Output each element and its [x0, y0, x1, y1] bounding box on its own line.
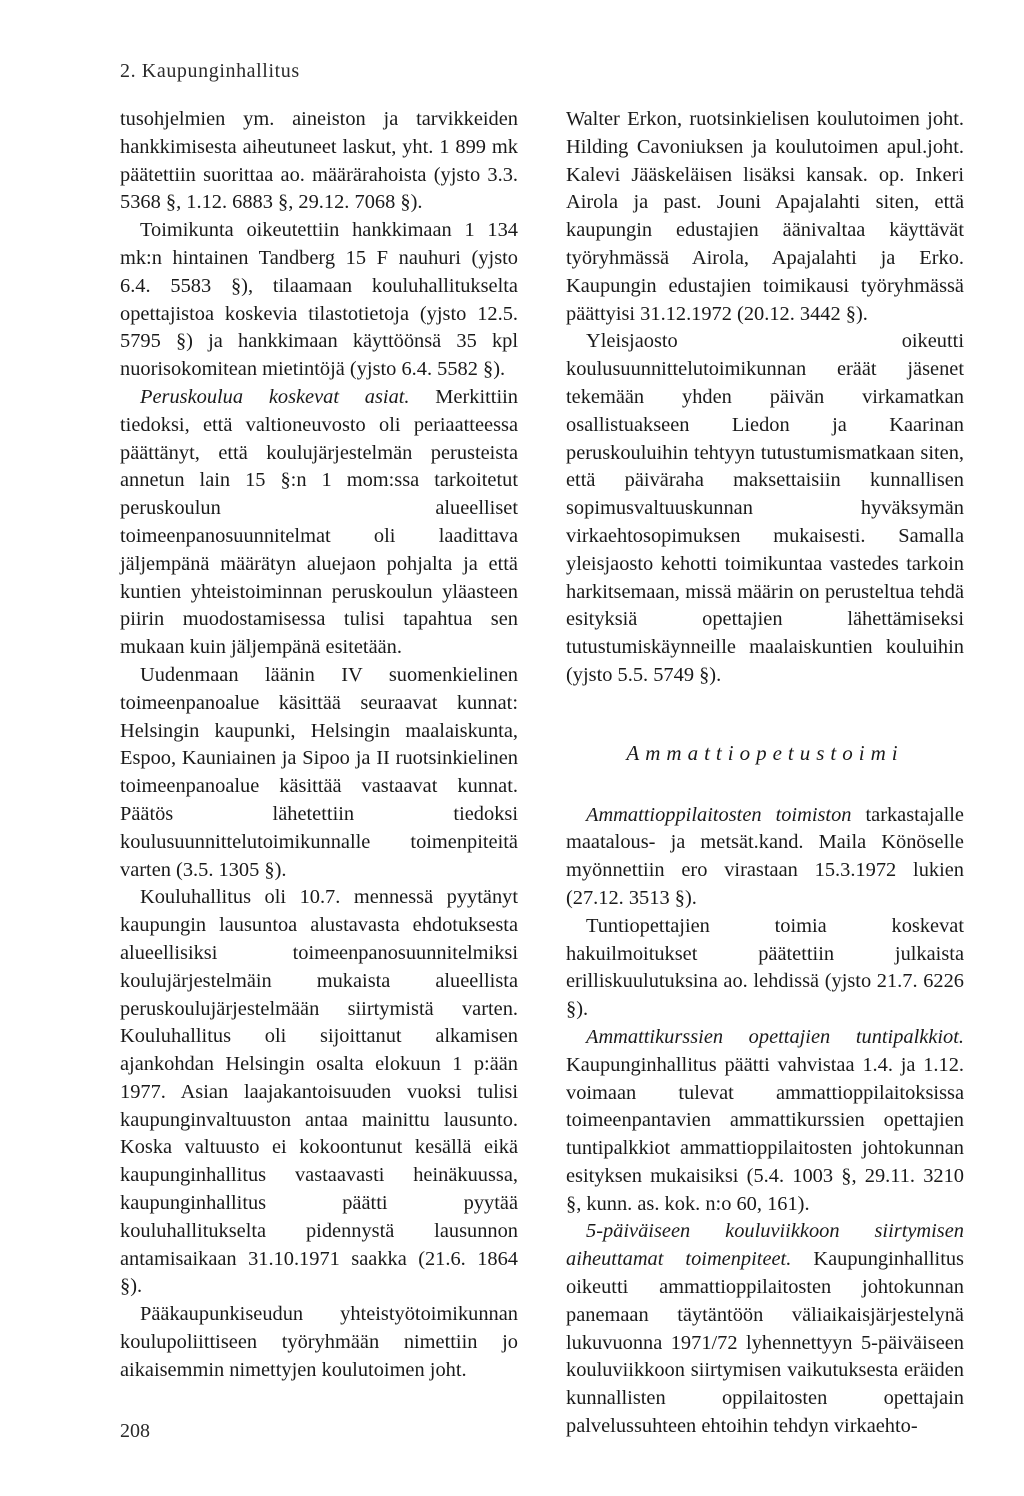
paragraph: Tuntiopettajien toimia koskevat hakuilmoitukset päätettiin julkaista erilliskuulutuksina ao. lehdissä (yjsto 21.7. 6226 §).: [566, 914, 964, 1021]
paragraph-heading: Ammattioppilaitosten toimiston: [586, 803, 852, 826]
running-header: 2. Kaupunginhallitus: [120, 60, 300, 82]
paragraph: Kouluhallitus oli 10.7. mennessä pyytänyt kaupungin lausuntoa alustavasta ehdotuksesta alueellisiksi toimeenpanosuunnitelmiksi koulujärjestelmäin mukaista alueellista peruskoulujärjestelmään siirtymistä varten. Kouluhallitus oli sijoittanut alkamisen ajankohdan Helsingin osalta elokuun 1 p:ään 1977. Asian laajakantoisuuden vuoksi tulisi kaupunginvaltuuston antaa mainittu lausunto. Koska valtuusto ei kokoontunut kesällä eikä kaupunginhallitus vastaavasti heinäkuussa, kaupunginhallitus päätti pyytää kouluhallitukselta pidennystä lausunnon antamisaikaan 31.10.1971 saakka (21.6. 1864 §).: [120, 886, 518, 1298]
paragraph: Walter Erkon, ruotsinkielisen koulutoimen joht. Hilding Cavoniuksen ja koulutoimen apul.joht. Kalevi Jääskeläisen lisäksi kansak. op. Inkeri Airola ja past. Jouni Apajalahti siten, että kaupungin edustajien äänivaltaa käyttävät työryhmässä Airola, Apajalahti ja Erko. Kaupungin edustajien toimikausi työryhmässä päättyisi 31.12.1972 (20.12. 3442 §).: [566, 108, 964, 325]
paragraph-heading: Ammattikurssien opettajien tuntipalkkiot.: [586, 1025, 964, 1048]
paragraph: Uudenmaan läänin IV suomenkielinen toimeenpanoalue käsittää seuraavat kunnat: Helsingin kaupunki, Helsingin maalaiskunta, Espoo, Kauniainen ja Sipoo ja II ruotsinkielinen toimeenpanoalue käsittää vastaavat kunnat. Päätös lähetettiin tiedoksi koulusuunnittelutoimikunnalle toimenpiteitä varten (3.5. 1305 §).: [120, 663, 518, 881]
right-column: [566, 106, 964, 1441]
paragraph-body: Kaupunginhallitus päätti vahvistaa 1.4. ja 1.12. voimaan tulevat ammattioppilaitoksissa toimeenpantavien ammattikurssien opettajien tuntipalkkiot ammattioppilaitosten johtokunnan esityksen mukaisiksi (5.4. 1003 §, 29.11. 3210 §, kunn. as. kok. n:o 60, 161).: [566, 1053, 964, 1215]
left-column: [120, 106, 518, 1385]
page-number: 208: [120, 1420, 150, 1442]
paragraph-body: tarkastajalle maatalous- ja metsät.kand. Maila Könöselle myönnettiin ero virastaan 15.3.1972 lukien (27.12. 3513 §).: [566, 803, 964, 909]
paragraph-heading: Peruskoulua koskevat asiat.: [140, 385, 410, 408]
paragraph: [566, 802, 964, 913]
paragraph: tusohjelmien ym. aineiston ja tarvikkeiden hankkimisesta aiheutuneet laskut, yht. 1 899 mk päätettiin suorittaa ao. määrärahoista (yjsto 3.3. 5368 §, 1.12. 6883 §, 29.12. 7068 §).: [120, 108, 518, 214]
paragraph: [120, 384, 518, 662]
section-title: Ammattiopetustoimi: [626, 740, 904, 765]
paragraph: [566, 1218, 964, 1440]
paragraph: Yleisjaosto oikeutti koulusuunnittelutoimikunnan eräät jäsenet tekemään yhden päivän virkamatkan osallistuakseen Liedon ja Kaarinan peruskouluihin tehtyyn tutustumismatkaan siten, että päiväraha maksettaisiin kunnallisen sopimusvaltuuskunnan hyväksymän virkaehtosopimuksen mukaisesti. Samalla yleisjaosto kehotti toimikuntaa vastedes tarkoin harkitsemaan, missä määrin on perusteltua tehdä esityksiä opettajien lähettämiseksi tutustumiskäynneille maalaiskuntien kouluihin (yjsto 5.5. 5749 §).: [566, 330, 964, 686]
paragraph: [566, 1024, 964, 1219]
paragraph-heading: 5-päiväiseen kouluviikkoon siirtymisen aiheuttamat toimenpiteet.: [566, 1220, 964, 1271]
paragraph: Toimikunta oikeutettiin hankkimaan 1 134 mk:n hintainen Tandberg 15 F nauhuri (yjsto 6.4. 5583 §), tilaamaan kouluhallitukselta opettajistoa koskevia tilastotietoja (yjsto 12.5. 5795 §) ja hankkimaan käyttöönsä 35 kpl nuorisokomitean mietintöjä (yjsto 6.4. 5582 §).: [120, 219, 518, 381]
paragraph-body: Kaupunginhallitus oikeutti ammattioppilaitosten johtokunnan panemaan täytäntöön väliaikaisjärjestelynä lukuvuonna 1971/72 lyhennettyyn 5-päiväiseen kouluviikkoon siirtymisen vaikutuksesta eräiden kunnallisten oppilaitosten opettajain palvelussuhteen ehtoihin tehdyn virkaehto-: [566, 1248, 964, 1438]
paragraph-body: Merkittiin tiedoksi, että valtioneuvosto oli periaatteessa päättänyt, että koulujärjestelmän perusteista annetun lain 15 §:n 1 mom:ssa tarkoitetut peruskoulun alueelliset toimeenpanosuunnitelmat oli laadittava jäljempänä määrätyn aluejaon pohjalta ja että kuntien yhteistoiminnan peruskoulun yläasteen piirin muodostamisessa tulisi tapahtua sen mukaan kuin jäljempänä esitetään.: [120, 385, 518, 659]
paragraph: Pääkaupunkiseudun yhteistyötoimikunnan koulupoliittiseen työryhmään nimettiin jo aikaisemmin nimettyjen koulutoimen joht.: [120, 1303, 518, 1381]
